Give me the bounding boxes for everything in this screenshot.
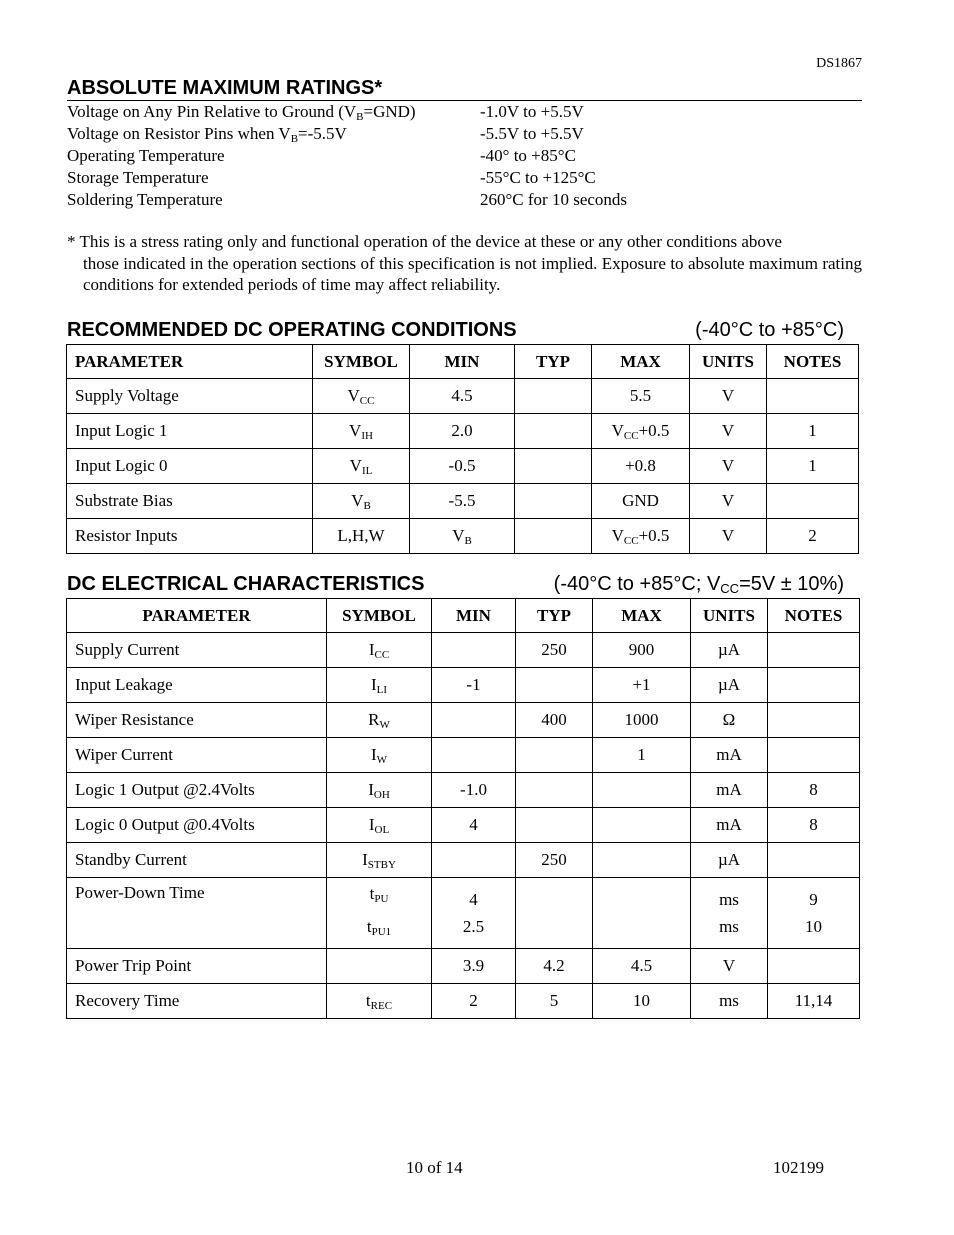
cell-min: -1.0 (432, 773, 516, 808)
table-header-row (67, 599, 860, 633)
cell-notes (768, 949, 860, 984)
cell-units: µA (691, 633, 768, 668)
cell-min (432, 703, 516, 738)
cell-parameter: Input Logic 0 (67, 449, 313, 484)
cell-units: V (690, 414, 767, 449)
col-header: MIN (432, 599, 516, 633)
cell-min (432, 738, 516, 773)
cell-typ (515, 519, 592, 554)
amr-row (67, 145, 867, 167)
cell-min: 4 2.5 (432, 878, 516, 949)
cell-max (593, 773, 691, 808)
cell-min (432, 633, 516, 668)
footnote-continuation: those indicated in the operation sections of this specification is not implied. Exposure to absolute maximum rating conditions for extended periods of time may affect reliability. (83, 253, 862, 294)
cell-typ (516, 773, 593, 808)
cell-notes: 2 (767, 519, 859, 554)
col-header: UNITS (691, 599, 768, 633)
cell-notes (768, 633, 860, 668)
table-row (67, 633, 860, 668)
amr-row (67, 167, 867, 189)
amr-list (67, 101, 867, 211)
cell-units: mA (691, 808, 768, 843)
cell-symbol: L,H,W (313, 519, 410, 554)
cell-notes: 8 (768, 773, 860, 808)
cell-parameter: Power-Down Time (67, 878, 327, 949)
cell-symbol: $I_W$ (327, 738, 432, 773)
table-row (67, 949, 860, 984)
table-row (67, 703, 860, 738)
table-row (67, 773, 860, 808)
cell-units: V (690, 519, 767, 554)
document-code: 102199 (773, 1158, 824, 1177)
cell-parameter: Wiper Current (67, 738, 327, 773)
col-header: MAX (592, 345, 690, 379)
table-row (67, 878, 860, 949)
table-row (67, 843, 860, 878)
amr-parameter: Storage Temperature (67, 168, 209, 187)
cell-units: V (691, 949, 768, 984)
cell-units: ms ms (691, 878, 768, 949)
cell-max: 1 (593, 738, 691, 773)
cell-notes: 1 (767, 414, 859, 449)
col-header: SYMBOL (327, 599, 432, 633)
cell-typ: 5 (516, 984, 593, 1019)
cell-typ (515, 449, 592, 484)
table-row (67, 738, 860, 773)
cell-min: -0.5 (410, 449, 515, 484)
cell-min: 2 (432, 984, 516, 1019)
cell-parameter: Logic 0 Output @0.4Volts (67, 808, 327, 843)
rdc-table (66, 344, 859, 554)
amr-row (67, 123, 867, 145)
cell-symbol: $V_{IL}$ (313, 449, 410, 484)
table-row (67, 449, 859, 484)
table-row (67, 484, 859, 519)
cell-typ: 400 (516, 703, 593, 738)
cell-max: 900 (593, 633, 691, 668)
amr-parameter: Voltage on Any Pin Relative to Ground $(V_B=GND)$ (67, 102, 416, 123)
cell-parameter: Standby Current (67, 843, 327, 878)
table-row (67, 668, 860, 703)
cell-typ (516, 878, 593, 949)
cell-min: -1 (432, 668, 516, 703)
cell-notes (768, 843, 860, 878)
cell-parameter: Supply Voltage (67, 379, 313, 414)
cell-symbol: $V_B$ (313, 484, 410, 519)
cell-min: -5.5 (410, 484, 515, 519)
amr-row (67, 189, 867, 211)
cell-units: ms (691, 984, 768, 1019)
cell-units: Ω (691, 703, 768, 738)
cell-min: $V_B$ (410, 519, 515, 554)
table-row (67, 808, 860, 843)
cell-symbol: $I_{LI}$ (327, 668, 432, 703)
cell-parameter: Input Leakage (67, 668, 327, 703)
amr-parameter: Voltage on Resistor Pins when $V_B=-5.5V$ (67, 124, 347, 145)
amr-value: -5.5V to +5.5V (480, 124, 584, 143)
amr-value: -1.0V to +5.5V (480, 102, 584, 121)
dce-heading (67, 571, 860, 597)
cell-parameter: Resistor Inputs (67, 519, 313, 554)
cell-symbol: $t_{PU}$ $t_{PU1}$ (327, 878, 432, 949)
cell-notes: 9 10 (768, 878, 860, 949)
cell-units: mA (691, 773, 768, 808)
dce-table (66, 598, 860, 1019)
cell-symbol: $V_{IH}$ (313, 414, 410, 449)
table-header-row (67, 345, 859, 379)
cell-max: $V_{CC}+0.5$ (592, 519, 690, 554)
cell-parameter: Supply Current (67, 633, 327, 668)
cell-symbol (327, 949, 432, 984)
cell-max (593, 878, 691, 949)
col-header: NOTES (767, 345, 859, 379)
cell-min: 2.0 (410, 414, 515, 449)
cell-typ: 250 (516, 843, 593, 878)
cell-min (432, 843, 516, 878)
col-header: MIN (410, 345, 515, 379)
cell-max: 1000 (593, 703, 691, 738)
cell-max: 5.5 (592, 379, 690, 414)
cell-units: µA (691, 668, 768, 703)
cell-symbol: $I_{CC}$ (327, 633, 432, 668)
cell-max: GND (592, 484, 690, 519)
col-header: SYMBOL (313, 345, 410, 379)
cell-symbol: $I_{OH}$ (327, 773, 432, 808)
cell-max: 4.5 (593, 949, 691, 984)
cell-notes: 8 (768, 808, 860, 843)
cell-max: +0.8 (592, 449, 690, 484)
cell-typ: 4.2 (516, 949, 593, 984)
table-row (67, 984, 860, 1019)
cell-parameter: Substrate Bias (67, 484, 313, 519)
col-header: PARAMETER (67, 345, 313, 379)
cell-parameter: Wiper Resistance (67, 703, 327, 738)
cell-max (593, 843, 691, 878)
dce-condition: (-40°C to +85°C; $V_{CC}=5V \pm 10\%$) (553, 572, 844, 596)
cell-max: +1 (593, 668, 691, 703)
table-row (67, 519, 859, 554)
rdc-condition: (-40°C to +85°C) (695, 318, 844, 341)
col-header: MAX (593, 599, 691, 633)
cell-notes (767, 484, 859, 519)
cell-min: 4.5 (410, 379, 515, 414)
cell-units: V (690, 449, 767, 484)
cell-symbol: $t_{REC}$ (327, 984, 432, 1019)
rdc-heading (67, 317, 860, 343)
amr-footnote (67, 231, 862, 296)
cell-symbol: $R_W$ (327, 703, 432, 738)
cell-notes: 11,14 (768, 984, 860, 1019)
cell-typ (516, 808, 593, 843)
cell-typ: 250 (516, 633, 593, 668)
cell-parameter: Power Trip Point (67, 949, 327, 984)
cell-max (593, 808, 691, 843)
amr-row (67, 101, 867, 123)
cell-min: 3.9 (432, 949, 516, 984)
cell-notes (768, 668, 860, 703)
col-header: TYP (515, 345, 592, 379)
amr-value: -55°C to +125°C (480, 168, 596, 187)
footnote-line: * This is a stress rating only and functional operation of the device at these or any other conditions above (67, 232, 782, 251)
cell-units: V (690, 484, 767, 519)
amr-value: 260°C for 10 seconds (480, 190, 628, 209)
page-number: 10 of 14 (406, 1158, 463, 1177)
amr-parameter: Soldering Temperature (67, 190, 223, 209)
rdc-title: RECOMMENDED DC OPERATING CONDITIONS (67, 318, 517, 341)
cell-notes (768, 703, 860, 738)
cell-notes (768, 738, 860, 773)
cell-typ (515, 484, 592, 519)
amr-parameter: Operating Temperature (67, 146, 225, 165)
table-row (67, 414, 859, 449)
document-id: DS1867 (816, 56, 862, 71)
cell-units: mA (691, 738, 768, 773)
cell-symbol: $V_{CC}$ (313, 379, 410, 414)
col-header: NOTES (768, 599, 860, 633)
cell-units: µA (691, 843, 768, 878)
cell-max: $V_{CC}+0.5$ (592, 414, 690, 449)
cell-parameter: Logic 1 Output @2.4Volts (67, 773, 327, 808)
col-header: TYP (516, 599, 593, 633)
dce-title: DC ELECTRICAL CHARACTERISTICS (67, 572, 425, 595)
amr-title: ABSOLUTE MAXIMUM RATINGS* (67, 76, 862, 101)
table-row (67, 379, 859, 414)
cell-typ (515, 379, 592, 414)
amr-value: -40° to +85°C (480, 146, 576, 165)
col-header: UNITS (690, 345, 767, 379)
cell-symbol: $I_{STBY}$ (327, 843, 432, 878)
col-header: PARAMETER (67, 599, 327, 633)
cell-parameter: Input Logic 1 (67, 414, 313, 449)
cell-max: 10 (593, 984, 691, 1019)
cell-typ (516, 738, 593, 773)
cell-notes (767, 379, 859, 414)
cell-typ (516, 668, 593, 703)
cell-units: V (690, 379, 767, 414)
cell-typ (515, 414, 592, 449)
cell-min: 4 (432, 808, 516, 843)
cell-symbol: $I_{OL}$ (327, 808, 432, 843)
cell-parameter: Recovery Time (67, 984, 327, 1019)
cell-notes: 1 (767, 449, 859, 484)
